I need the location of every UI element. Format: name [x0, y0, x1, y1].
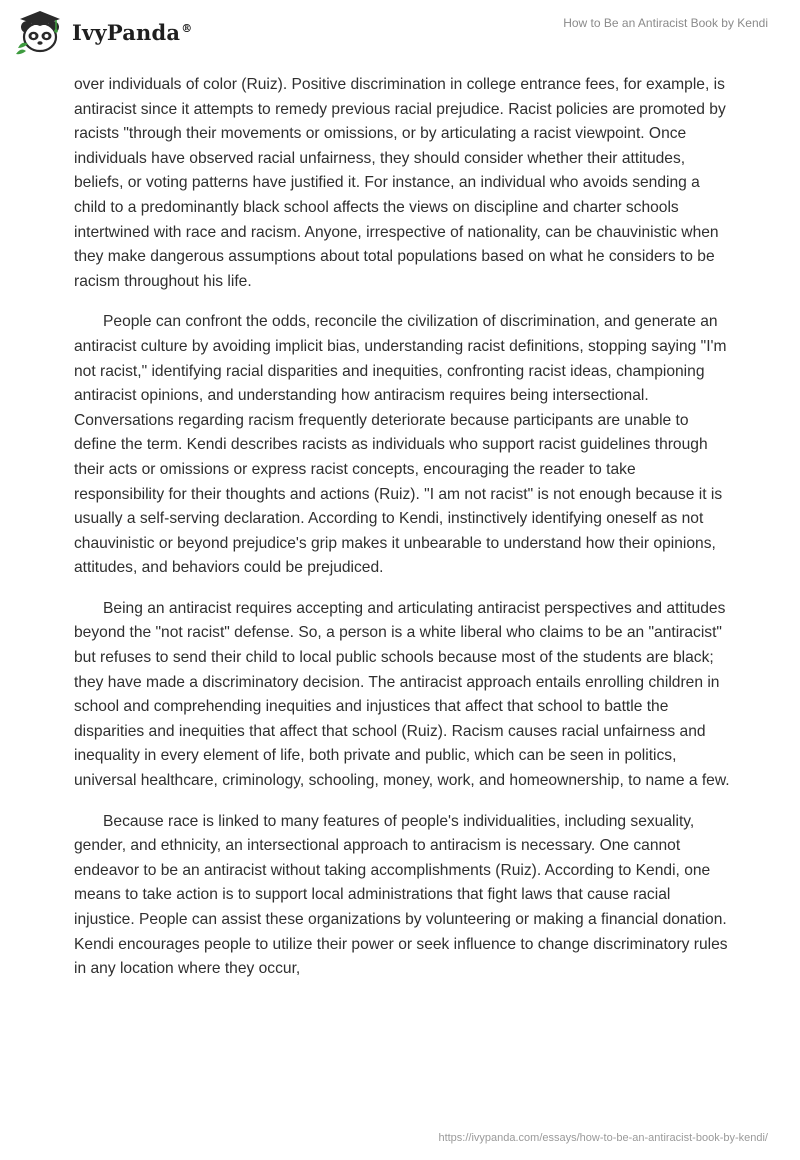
- panda-graduation-cap-icon: [14, 8, 66, 56]
- paragraph-3: Being an antiracist requires accepting and articulating antiracist perspectives and attitudes beyond the "not racist" defense. So, a person is a white liberal who claims to be an "antiracist" but refuses to send their child to local public schools because most of the students are black; they have made a discriminatory decision. The antiracist approach entails enrolling children in school and comprehending inequities and injustices that affect that school to battle the disparities and inequities that affect that school (Ruiz). Racism causes racial unfairness and inequality in every element of life, both private and public, which can be seen in politics, universal healthcare, criminology, schooling, money, work, and homeownership, to name a few.: [74, 599, 730, 790]
- document-title: How to Be an Antiracist Book by Kendi: [563, 16, 768, 30]
- paragraph-2: People can confront the odds, reconcile the civilization of discrimination, and generate an antiracist culture by avoiding implicit bias, understanding racist definitions, stopping saying "I'm not racist," identifying racial disparities and inequities, confronting racist ideas, championing antiracist opinions, and understanding how antiracism requires being intersectional. Conversations regarding racism frequently deteriorate because participants are unable to define the term. Kendi describes racists as individuals who support racist guidelines through their acts or omissions or express racist concepts, encouraging the reader to take responsibility for their thoughts and actions (Ruiz). "I am not racist" is not enough because it is usually a self-serving declaration. According to Kendi, instinctively identifying oneself as not chauvinistic or beyond prejudice's grip makes it unbearable to understand how their opinions, attitudes, and behaviors could be prejudiced.: [74, 313, 727, 577]
- source-url-link[interactable]: https://ivypanda.com/essays/how-to-be-an-antiracist-book-by-kendi/: [438, 1132, 768, 1144]
- ivypanda-logo[interactable]: [14, 8, 192, 56]
- brand-name: IvyPanda®: [72, 19, 193, 45]
- paragraph-1: over individuals of color (Ruiz). Positive discrimination in college entrance fees, for example, is antiracist since it attempts to remedy previous racial prejudice. Racist policies are promoted by racists "through their movements or omissions, or by articulating a racist viewpoint. Once individuals have observed racial unfairness, they should consider whether their attitudes, beliefs, or voting patterns have justified it. For instance, an individual who avoids sending a child to a predominantly black school affects the views on discipline and charter schools intertwined with race and racism. Anyone, irrespective of nationality, can be chauvinistic when they make dangerous assumptions about total populations based on what he considers to be racism throughout his life.: [74, 76, 726, 290]
- registered-mark: ®: [181, 21, 193, 35]
- page-header: [0, 0, 800, 66]
- essay-body: [74, 73, 730, 998]
- paragraph-4: Because race is linked to many features of people's individualities, including sexuality, gender, and ethnicity, an intersectional approach to antiracism is necessary. One cannot endeavor to be an antiracist without taking accomplishments (Ruiz). According to Kendi, one means to take action is to support local administrations that fight laws that cause racial injustice. People can assist these organizations by volunteering or making a financial donation. Kendi encourages people to utilize their power or seek influence to change discriminatory rules in any location where they occur,: [74, 812, 728, 978]
